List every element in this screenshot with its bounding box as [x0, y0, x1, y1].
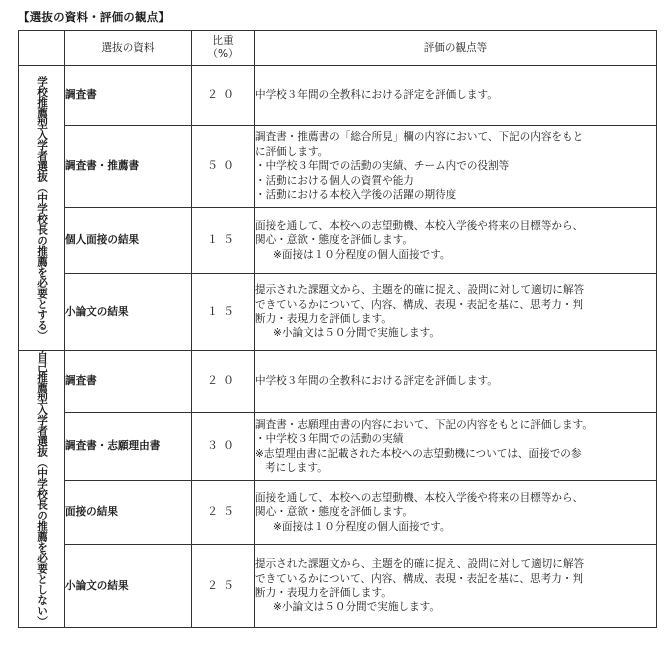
group-label-sub: （中学校長の推薦を必要とする）	[36, 181, 48, 341]
viewpoint-line: 関心・意欲・態度を評価します。	[255, 234, 414, 247]
viewpoint-line: ※志望理由書に記載された本校への志望動機については、面接での参	[255, 447, 582, 460]
ratio-cell: ２０	[192, 66, 255, 126]
group-label	[35, 76, 48, 341]
viewpoint-line: ・中学校３年間での活動の実績、チーム内での役割等	[255, 160, 510, 173]
material-cell: 調査書	[65, 66, 192, 126]
group-label-sub: （中学校長の推薦を必要としない）	[36, 457, 48, 627]
ratio-header-line2: （%）	[207, 48, 239, 60]
material-cell: 小論文の結果	[65, 274, 192, 351]
viewpoint-line: ・中学校３年間での活動の実績	[255, 433, 404, 446]
viewpoint-line: ※面接は１０分程度の個人面接です。	[273, 248, 451, 261]
table-body	[19, 66, 657, 628]
table-row	[19, 351, 657, 413]
viewpoint-cell	[255, 66, 657, 126]
viewpoint-line: ・活動における個人の資質や能力	[255, 174, 414, 187]
viewpoint-cell	[255, 413, 657, 481]
viewpoint-line: できているかについて、内容、構成、表現・表記を基に、思考力・判	[255, 298, 583, 311]
viewpoint-line: 断力・表現力を評価します。	[255, 313, 392, 325]
group-label-main: 学校推薦型入学者選抜	[36, 75, 48, 182]
table-row	[19, 413, 657, 481]
ratio-cell: ３０	[192, 413, 255, 481]
ratio-cell: ２０	[192, 351, 255, 413]
table-row	[19, 66, 657, 126]
viewpoint-line: ・活動における本校入学後の活躍の期待度	[255, 189, 457, 202]
corner-cell	[19, 31, 65, 66]
viewpoint-cell	[255, 480, 657, 544]
viewpoint-cell	[255, 274, 657, 351]
viewpoint-line: 中学校３年間の全教科における評定を評価します。	[255, 89, 498, 102]
column-header-material: 選抜の資料	[65, 31, 192, 66]
material-cell: 調査書・志願理由書	[65, 413, 192, 481]
viewpoint-line: 面接を通して、本校への志望動機、本校入学後や将来の目標等から、	[255, 491, 584, 504]
viewpoint-line: 調査書・推薦書の「総合所見」欄の内容において、下記の内容をもと	[255, 131, 584, 144]
ratio-cell: ５０	[192, 126, 255, 208]
viewpoint-line: 面接を通して、本校への志望動機、本校入学後や将来の目標等から、	[255, 219, 584, 232]
material-cell: 調査書	[65, 351, 192, 413]
group-label-main: 自己推薦型入学者選抜	[36, 351, 48, 457]
table-row	[19, 480, 657, 544]
viewpoint-line: 断力・表現力を評価します。	[255, 586, 392, 599]
viewpoint-line: 関心・意欲・態度を評価します。	[255, 506, 414, 519]
table-row	[19, 274, 657, 351]
viewpoint-line: 調査書・志願理由書の内容において、下記の内容をもとに評価します。	[255, 418, 593, 431]
viewpoint-line: に評価します。	[255, 145, 329, 158]
header-row	[19, 31, 657, 66]
material-cell: 調査書・推薦書	[65, 126, 192, 208]
ratio-cell: ２５	[192, 545, 255, 627]
column-header-viewpoint: 評価の観点等	[255, 31, 657, 66]
viewpoint-line: ※面接は１０分程度の個人面接です。	[273, 520, 451, 533]
column-header-ratio	[192, 31, 255, 66]
viewpoint-cell	[255, 351, 657, 413]
table-row	[19, 126, 657, 208]
viewpoint-cell	[255, 545, 657, 627]
table-row	[19, 208, 657, 274]
material-cell: 小論文の結果	[65, 545, 192, 627]
viewpoint-cell	[255, 208, 657, 274]
viewpoint-line: ※小論文は５０分間で実施します。	[273, 601, 440, 614]
viewpoint-cell	[255, 126, 657, 208]
table-row	[19, 545, 657, 627]
viewpoint-line: できているかについて、内容、構成、表現・表記を基に、思考力・判	[255, 572, 583, 585]
material-cell: 個人面接の結果	[65, 208, 192, 274]
viewpoint-line: 考にします。	[265, 461, 328, 474]
evaluation-table	[18, 30, 657, 628]
group-label-cell	[19, 351, 65, 628]
viewpoint-line: 中学校３年間の全教科における評定を評価します。	[255, 375, 498, 388]
group-label-cell	[19, 66, 65, 351]
ratio-cell: ２５	[192, 480, 255, 544]
group-label	[35, 351, 48, 627]
material-cell: 面接の結果	[65, 480, 192, 544]
ratio-cell: １５	[192, 208, 255, 274]
viewpoint-line: 提示された課題文から、主題を的確に捉え、設問に対して適切に解答	[255, 558, 585, 571]
viewpoint-line: 提示された課題文から、主題を的確に捉え、設問に対して適切に解答	[255, 284, 585, 297]
page-title: 【選抜の資料・評価の観点】	[18, 10, 171, 24]
ratio-header-line1: 比重	[212, 35, 234, 47]
ratio-cell: １５	[192, 274, 255, 351]
viewpoint-line: ※小論文は５０分間で実施します。	[273, 327, 440, 340]
